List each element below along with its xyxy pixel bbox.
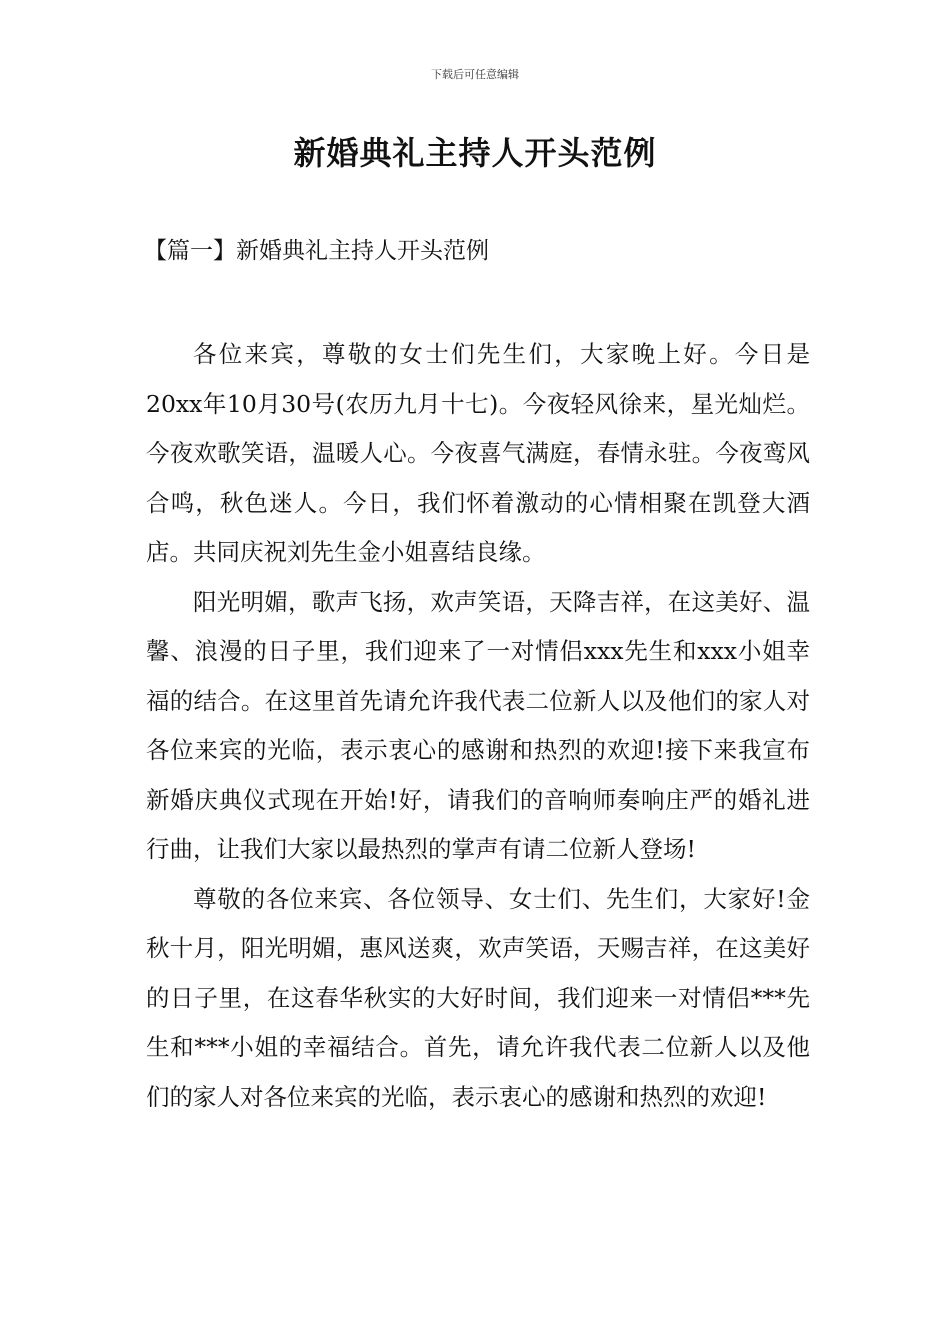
document-body bbox=[146, 330, 810, 1122]
header-note: 下载后可任意编辑 bbox=[431, 68, 519, 81]
paragraph-2: 阳光明媚，歌声飞扬，欢声笑语，天降吉祥，在这美好、温馨、浪漫的日子里，我们迎来了一对情侣xxx先生和xxx小姐幸福的结合。在这里首先请允许我代表二位新人以及他们的家人对各位来宾的光临，表示衷心的感谢和热烈的欢迎!接下来我宣布新婚庆典仪式现在开始!好，请我们的音响师奏响庄严的婚礼进行曲，让我们大家以最热烈的掌声有请二位新人登场! bbox=[146, 587, 810, 863]
document-title: 新婚典礼主持人开头范例 bbox=[293, 134, 657, 172]
section-heading: 【篇一】新婚典礼主持人开头范例 bbox=[144, 238, 489, 264]
paragraph-3: 尊敬的各位来宾、各位领导、女士们、先生们，大家好!金秋十月，阳光明媚，惠风送爽，欢声笑语，天赐吉祥，在这美好的日子里，在这春华秋实的大好时间，我们迎来一对情侣***先生和***小姐的幸福结合。首先，请允许我代表二位新人以及他们的家人对各位来宾的光临，表示衷心的感谢和热烈的欢迎! bbox=[146, 884, 810, 1111]
paragraph-1: 各位来宾，尊敬的女士们先生们，大家晚上好。今日是20xx年10月30号(农历九月十七)。今夜轻风徐来，星光灿烂。今夜欢歌笑语，温暖人心。今夜喜气满庭，春情永驻。今夜鸾风合鸣，秋色迷人。今日，我们怀着激动的心情相聚在凯登大酒店。共同庆祝刘先生金小姐喜结良缘。 bbox=[146, 340, 810, 566]
